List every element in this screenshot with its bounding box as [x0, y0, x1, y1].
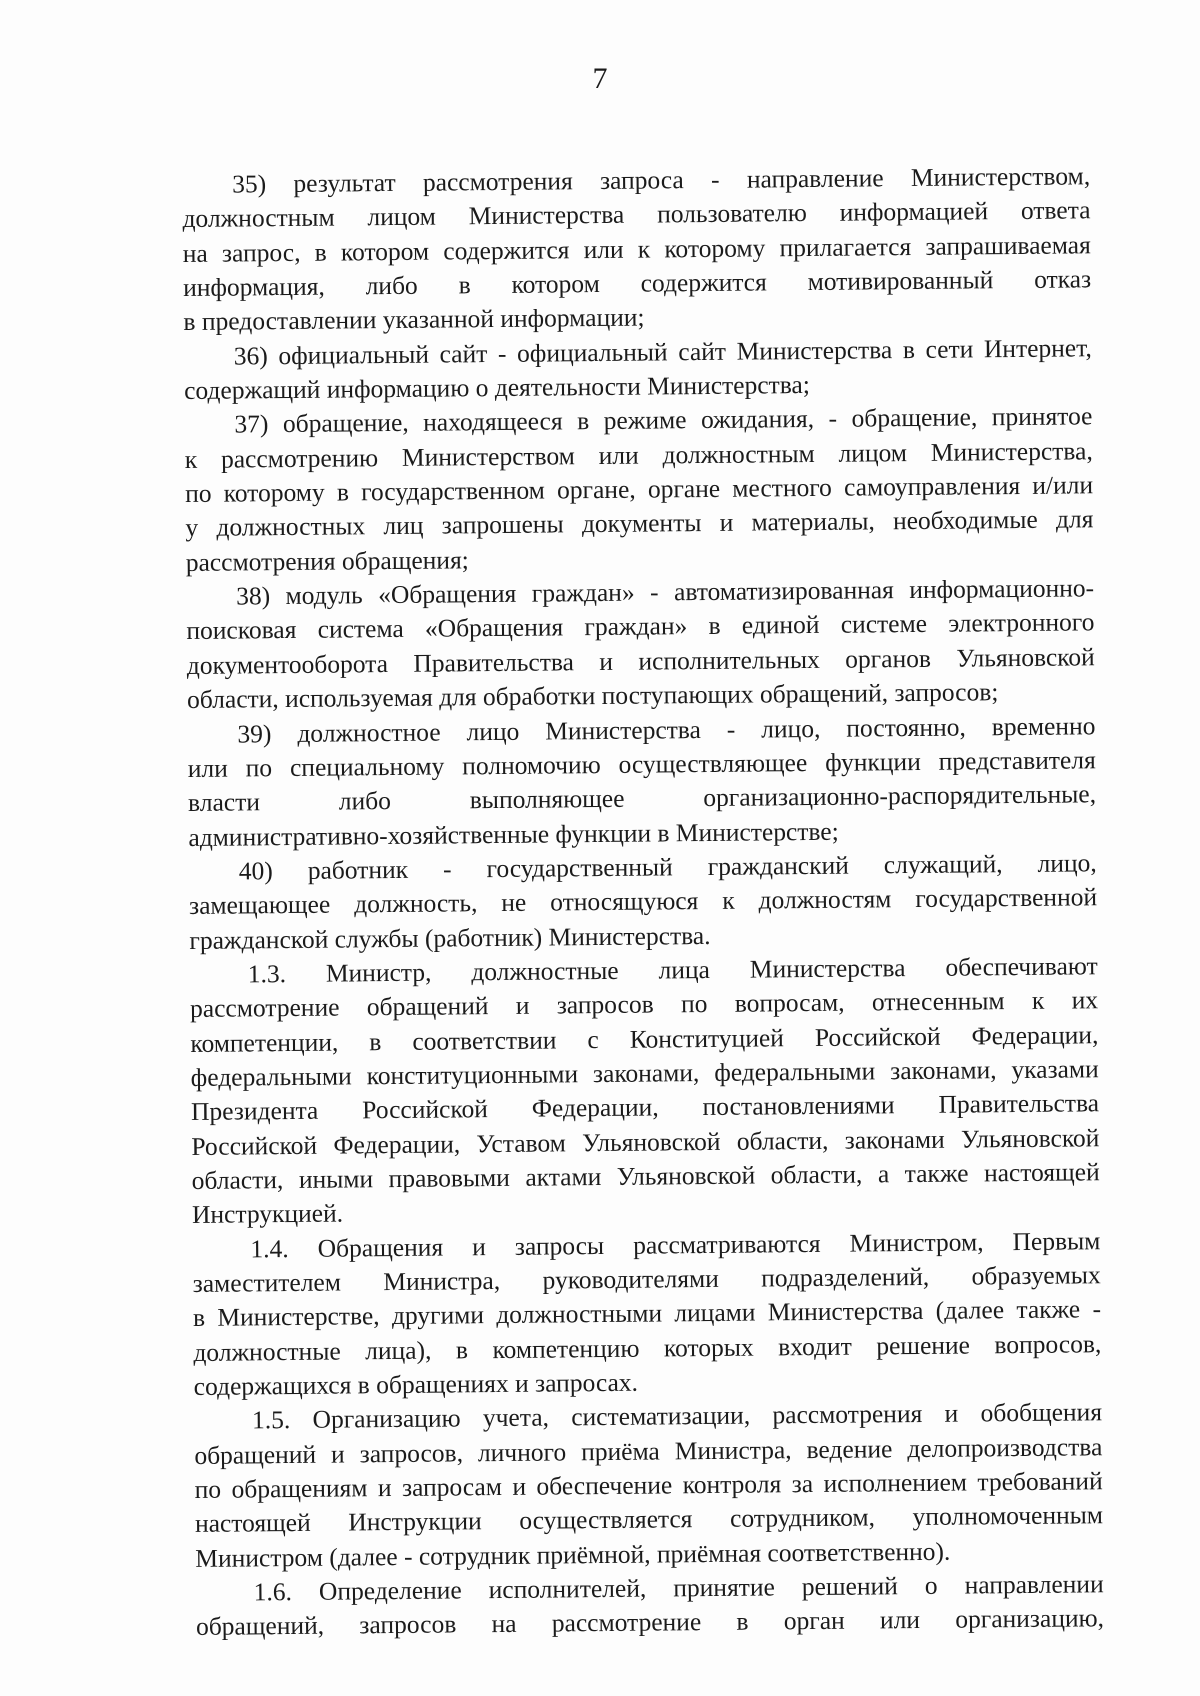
text-line: должностные лица), в компетенцию которых входит решение вопросов,: [193, 1328, 1102, 1367]
text-line: 37) обращение, находящееся в режиме ожидания, - обращение, принятое: [234, 401, 1093, 439]
text-line: 40) работник - государственный гражданский служащий, лицо,: [238, 848, 1097, 886]
page-number: 7: [592, 62, 608, 95]
text-line: по которому в государственном органе, органе местного самоуправления и/или: [184, 470, 1094, 509]
text-line: гражданской службы (работник) Министерства.: [189, 920, 711, 955]
text-line: обращений, запросов на рассмотрение в орган или организацию,: [195, 1603, 1105, 1642]
text-line: содержащихся в обращениях и запросах.: [193, 1367, 639, 1401]
text-line: к рассмотрению Министерством или должностным лицом Министерства,: [184, 436, 1093, 474]
text-line: по обращениям и запросам и обеспечение контроля за исполнением требований: [194, 1466, 1103, 1505]
text-line: Президента Российской Федерации, постановлениями Правительства: [190, 1088, 1100, 1127]
text-line: 1.4. Обращения и запросы рассматриваются Министром, Первым: [250, 1225, 1101, 1264]
text-line: содержащий информацию о деятельности Министерства;: [183, 370, 810, 406]
text-line: в Министерстве, другими должностными лицами Министерства (далее также -: [192, 1294, 1102, 1333]
text-line: рассмотрение обращений и запросов по вопросам, отнесенным к их: [189, 985, 1099, 1024]
text-line: настоящей Инструкции осуществляется сотрудником, уполномоченным: [194, 1500, 1104, 1539]
text-line: документооборота Правительства и исполнительных органов Ульяновской: [186, 642, 1095, 680]
text-line: обращений и запросов, личного приёма Министра, ведение делопроизводства: [194, 1431, 1103, 1470]
text-line: рассмотрения обращения;: [185, 545, 469, 577]
text-line: власти либо выполняющее организационно-распорядительные,: [187, 779, 1097, 818]
text-line: в предоставлении указанной информации;: [183, 302, 645, 337]
text-line: 35) результат рассмотрения запроса - направление Министерством,: [232, 161, 1091, 199]
text-line: поисковая система «Обращения граждан» в единой системе электронного: [186, 607, 1095, 646]
text-line: Российской Федерации, Уставом Ульяновской области, законами Ульяновской: [191, 1122, 1100, 1161]
text-line: административно-хозяйственные функции в Министерстве;: [188, 816, 839, 852]
text-line: 36) официальный сайт - официальный сайт Министерства в сети Интернет,: [233, 332, 1092, 371]
text-line: или по специальному полномочию осуществляющее функции представителя: [187, 745, 1096, 783]
text-line: Министром (далее - сотрудник приёмной, приёмная соответственно).: [195, 1536, 951, 1573]
text-line: 38) модуль «Обращения граждан» - автоматизированная информационно-: [235, 573, 1095, 611]
text-line: должностным лицом Министерства пользователю информацией ответа: [182, 195, 1091, 234]
text-line: заместителем Министра, руководителями подразделений, образуемых: [192, 1260, 1101, 1298]
text-line: 1.6. Определение исполнителей, принятие решений о направлении: [253, 1569, 1104, 1607]
text-line: замещающее должность, не относящуюся к должностям государственной: [188, 882, 1098, 921]
text-line: 1.5. Организацию учета, систематизации, рассмотрения и обобщения: [251, 1397, 1103, 1435]
text-line: области, иными правовыми актами Ульяновской области, а также настоящей: [191, 1157, 1100, 1195]
text-line: федеральными конституционными законами, федеральными законами, указами: [190, 1054, 1099, 1092]
text-line: компетенции, в соответствии с Конституцией Российской Федерации,: [190, 1019, 1099, 1058]
text-line: 1.3. Министр, должностные лица Министерства обеспечивают: [247, 951, 1098, 989]
document-body: [182, 159, 1104, 1644]
text-line: Инструкцией.: [191, 1198, 344, 1230]
text-line: информация, либо в котором содержится мотивированный отказ: [183, 264, 1092, 303]
text-line: области, используемая для обработки поступающих обращений, запросов;: [186, 677, 999, 715]
text-line: 39) должностное лицо Министерства - лицо, постоянно, временно: [237, 710, 1096, 748]
text-line: у должностных лиц запрошены документы и материалы, необходимые для: [185, 504, 1094, 543]
text-line: на запрос, в котором содержится или к которому прилагается запрашиваемая: [182, 229, 1091, 268]
